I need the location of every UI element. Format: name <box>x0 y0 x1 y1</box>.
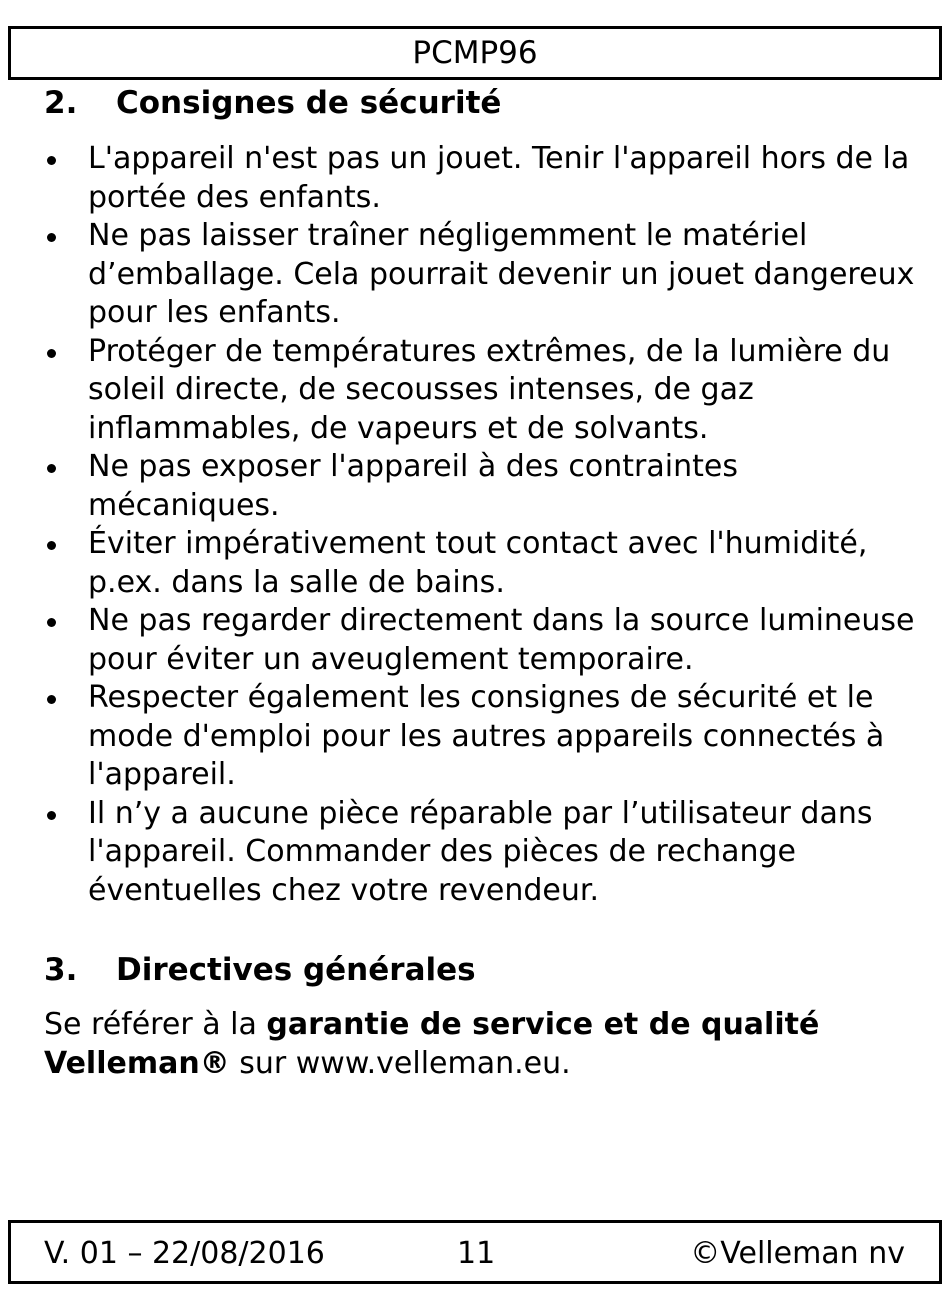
bullet-icon <box>47 811 56 820</box>
bullet-icon <box>47 695 56 704</box>
list-item-text: Respecter également les consignes de sécurité et le mode d'emploi pour les autres appareils connectés à l'appareil. <box>88 680 885 792</box>
section-title: Consignes de sécurité <box>116 85 502 121</box>
section-safety-heading <box>44 84 924 122</box>
section-number: 3. <box>44 952 78 988</box>
bullet-icon <box>47 349 56 358</box>
list-item <box>44 795 924 911</box>
section-title: Directives générales <box>116 952 476 988</box>
list-item-text: Il n’y a aucune pièce réparable par l’utilisateur dans l'appareil. Commander des pièces de rechange éventuelles chez votre revendeur. <box>88 795 873 908</box>
bullet-icon <box>47 618 56 627</box>
warranty-text: garantie de service et de qualité Velleman® <box>44 1007 820 1081</box>
bullet-icon <box>47 541 56 550</box>
list-item-text: Ne pas laisser traîner négligemment le matériel d’emballage. Cela pourrait devenir un jouet dangereux pour les enfants. <box>88 218 915 330</box>
list-item <box>44 448 924 525</box>
list-item-text: L'appareil n'est pas un jouet. Tenir l'appareil hors de la portée des enfants. <box>88 141 910 215</box>
list-item <box>44 140 924 217</box>
bullet-icon <box>47 156 56 165</box>
page-header <box>8 26 942 80</box>
list-item <box>44 217 924 333</box>
list-item <box>44 679 924 795</box>
copyright: ©Velleman nv <box>690 1236 905 1271</box>
model-name: PCMP96 <box>412 34 538 71</box>
section-number: 2. <box>44 85 78 121</box>
paragraph-text: Se référer à la <box>44 1007 267 1042</box>
list-item-text: Ne pas exposer l'appareil à des contraintes mécaniques. <box>88 449 738 523</box>
list-item-text: Ne pas regarder directement dans la source lumineuse pour éviter un aveuglement temporaire. <box>88 603 915 677</box>
paragraph-text-end: sur www.velleman.eu. <box>229 1045 571 1081</box>
list-item <box>44 333 924 449</box>
general-paragraph <box>44 1006 924 1083</box>
section-heading <box>44 84 924 122</box>
section-general-heading <box>44 951 924 989</box>
list-item <box>44 525 924 602</box>
page-footer <box>8 1220 942 1284</box>
bullet-icon <box>47 464 56 473</box>
page-number: 11 <box>457 1236 496 1271</box>
list-item-text: Protéger de températures extrêmes, de la lumière du soleil directe, de secousses intenses, de gaz inflammables, de vapeurs et de solvants. <box>88 333 891 446</box>
version-date: V. 01 – 22/08/2016 <box>44 1236 325 1271</box>
safety-list <box>44 140 924 910</box>
section-heading <box>44 951 924 989</box>
list-item-text: Éviter impérativement tout contact avec l'humidité, p.ex. dans la salle de bains. <box>88 526 868 600</box>
bullet-icon <box>47 233 56 242</box>
list-item <box>44 602 924 679</box>
